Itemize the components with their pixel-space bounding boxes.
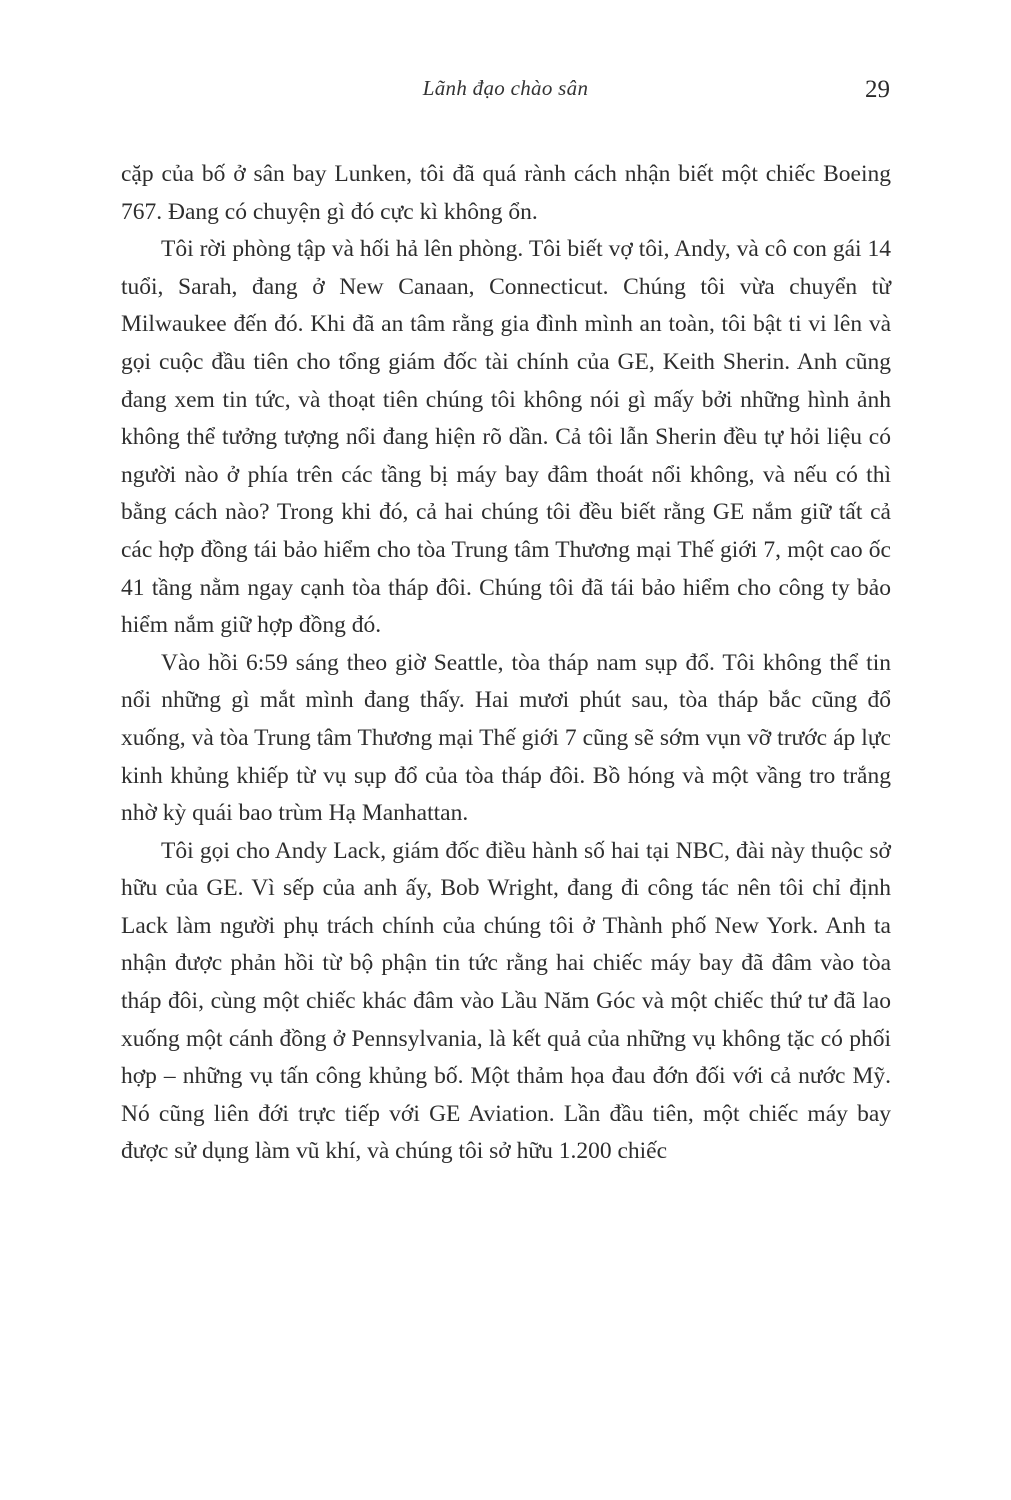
page-number: 29 xyxy=(865,76,890,103)
paragraph: cặp của bố ở sân bay Lunken, tôi đã quá rành cách nhận biết một chiếc Boeing 767. Đang có chuyện gì đó cực kì không ổn. xyxy=(121,161,891,225)
running-header xyxy=(0,0,1011,108)
running-header-title: Lãnh đạo chào sân xyxy=(422,76,589,100)
paragraph: Tôi rời phòng tập và hối hả lên phòng. Tôi biết vợ tôi, Andy, và cô con gái 14 tuổi, Sarah, đang ở New Canaan, Connecticut. Chúng tôi vừa chuyển từ Milwaukee đến đó. Khi đã an tâm rằng gia đình mình an toàn, tôi bật ti vi lên và gọi cuộc đầu tiên cho tổng giám đốc tài chính của GE, Keith Sherin. Anh cũng đang xem tin tức, và thoạt tiên chúng tôi không nói gì mấy bởi những hình ảnh không thể tưởng tượng nổi đang hiện rõ dần. Cả tôi lẫn Sherin đều tự hỏi liệu có người nào ở phía trên các tầng bị máy bay đâm thoát nổi không, và nếu có thì bằng cách nào? Trong khi đó, cả hai chúng tôi đều biết rằng GE nắm giữ tất cả các hợp đồng tái bảo hiểm cho tòa Trung tâm Thương mại Thế giới 7, một cao ốc 41 tầng nằm ngay cạnh tòa tháp đôi. Chúng tôi đã tái bảo hiểm cho công ty bảo hiểm nắm giữ hợp đồng đó. xyxy=(121,236,891,639)
paragraph: Tôi gọi cho Andy Lack, giám đốc điều hành số hai tại NBC, đài này thuộc sở hữu của GE. Vì sếp của anh ấy, Bob Wright, đang đi công tác nên tôi chỉ định Lack làm người phụ trách chính của chúng tôi ở Thành phố New York. Anh ta nhận được phản hồi từ bộ phận tin tức rằng hai chiếc máy bay đã đâm vào tòa tháp đôi, cùng một chiếc khác đâm vào Lầu Năm Góc và một chiếc thứ tư đã lao xuống một cánh đồng ở Pennsylvania, là kết quả của những vụ không tặc có phối hợp – những vụ tấn công khủng bố. Một thảm họa đau đớn đối với cả nước Mỹ. Nó cũng liên đới trực tiếp với GE Aviation. Lần đầu tiên, một chiếc máy bay được sử dụng làm vũ khí, và chúng tôi sở hữu 1.200 chiếc xyxy=(121,837,891,1165)
paragraph: Vào hồi 6:59 sáng theo giờ Seattle, tòa tháp nam sụp đổ. Tôi không thể tin nổi những gì mắt mình đang thấy. Hai mươi phút sau, tòa tháp bắc cũng đổ xuống, và tòa Trung tâm Thương mại Thế giới 7 cũng sẽ sớm vụn vỡ trước áp lực kinh khủng khiếp từ vụ sụp đổ của tòa tháp đôi. Bồ hóng và một vầng tro trắng nhờ kỳ quái bao trùm Hạ Manhattan. xyxy=(121,649,891,827)
body-text xyxy=(121,156,891,1171)
